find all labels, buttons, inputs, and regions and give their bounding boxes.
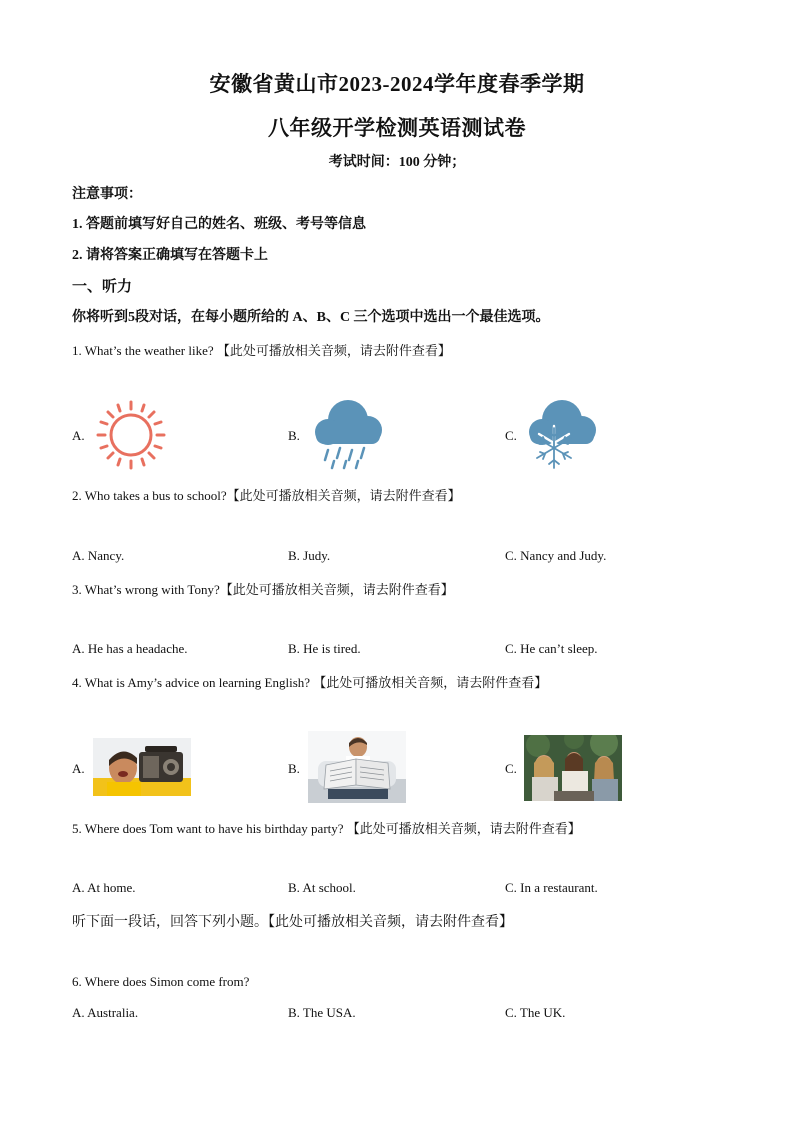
q2-option-a[interactable]: A. Nancy. [72,548,125,563]
q2-option-c[interactable]: C. Nancy and Judy. [505,548,607,563]
exam-time: 考试时间：100 分钟； [328,155,466,170]
question-3: 3. What’s wrong with Tony?【此处可播放相关音频，请去附件查看】 [72,582,454,597]
q4-option-c[interactable]: C. [505,761,517,776]
q6-option-b[interactable]: B. The USA. [288,1005,356,1020]
section-heading-listening: 一、听力 [72,279,133,295]
exam-title-line2: 八年级开学检测英语测试卷 [268,116,526,140]
rain-cloud-icon [312,398,384,472]
notes-item-2: 2. 请将答案正确填写在答题卡上 [72,248,268,263]
q3-option-b[interactable]: B. He is tired. [288,641,361,656]
question-5: 5. Where does Tom want to have his birthday party? 【此处可播放相关音频，请去附件查看】 [72,821,581,836]
q1-option-c[interactable]: C. [505,428,517,443]
sun-icon [94,400,168,470]
q6-option-c[interactable]: C. The UK. [505,1005,566,1020]
q5-option-a[interactable]: A. At home. [72,880,136,895]
q5-option-c[interactable]: C. In a restaurant. [505,880,598,895]
question-1: 1. What’s the weather like? 【此处可播放相关音频，请去附件查看】 [72,343,451,358]
q6-option-a[interactable]: A. Australia. [72,1005,139,1020]
q4-option-b[interactable]: B. [288,761,300,776]
q1-option-b[interactable]: B. [288,428,300,443]
q4-option-a[interactable]: A. [72,761,85,776]
section-instruction: 你将听到5段对话，在每小题所给的 A、B、C 三个选项中选出一个最佳选项。 [72,310,550,325]
boy-with-radio-photo [93,738,191,796]
girls-talking-photo [524,735,622,801]
dialog-instruction: 听下面一段话，回答下列小题。【此处可播放相关音频，请去附件查看】 [72,915,513,930]
question-2: 2. Who takes a bus to school?【此处可播放相关音频，请去附件查看】 [72,488,461,503]
man-reading-newspaper-photo [308,731,406,803]
q5-option-b[interactable]: B. At school. [288,880,356,895]
exam-title-line1: 安徽省黄山市2023-2024学年度春季学期 [209,72,585,96]
question-4: 4. What is Amy’s advice on learning English? 【此处可播放相关音频，请去附件查看】 [72,675,548,690]
q2-option-b[interactable]: B. Judy. [288,548,331,563]
notes-heading: 注意事项： [72,187,142,202]
question-6: 6. Where does Simon come from? [72,974,250,989]
q1-option-a[interactable]: A. [72,428,85,443]
q3-option-a[interactable]: A. He has a headache. [72,641,188,656]
snow-cloud-icon [526,398,598,472]
q3-option-c[interactable]: C. He can’t sleep. [505,641,598,656]
notes-item-1: 1. 答题前填写好自己的姓名、班级、考号等信息 [72,217,366,232]
